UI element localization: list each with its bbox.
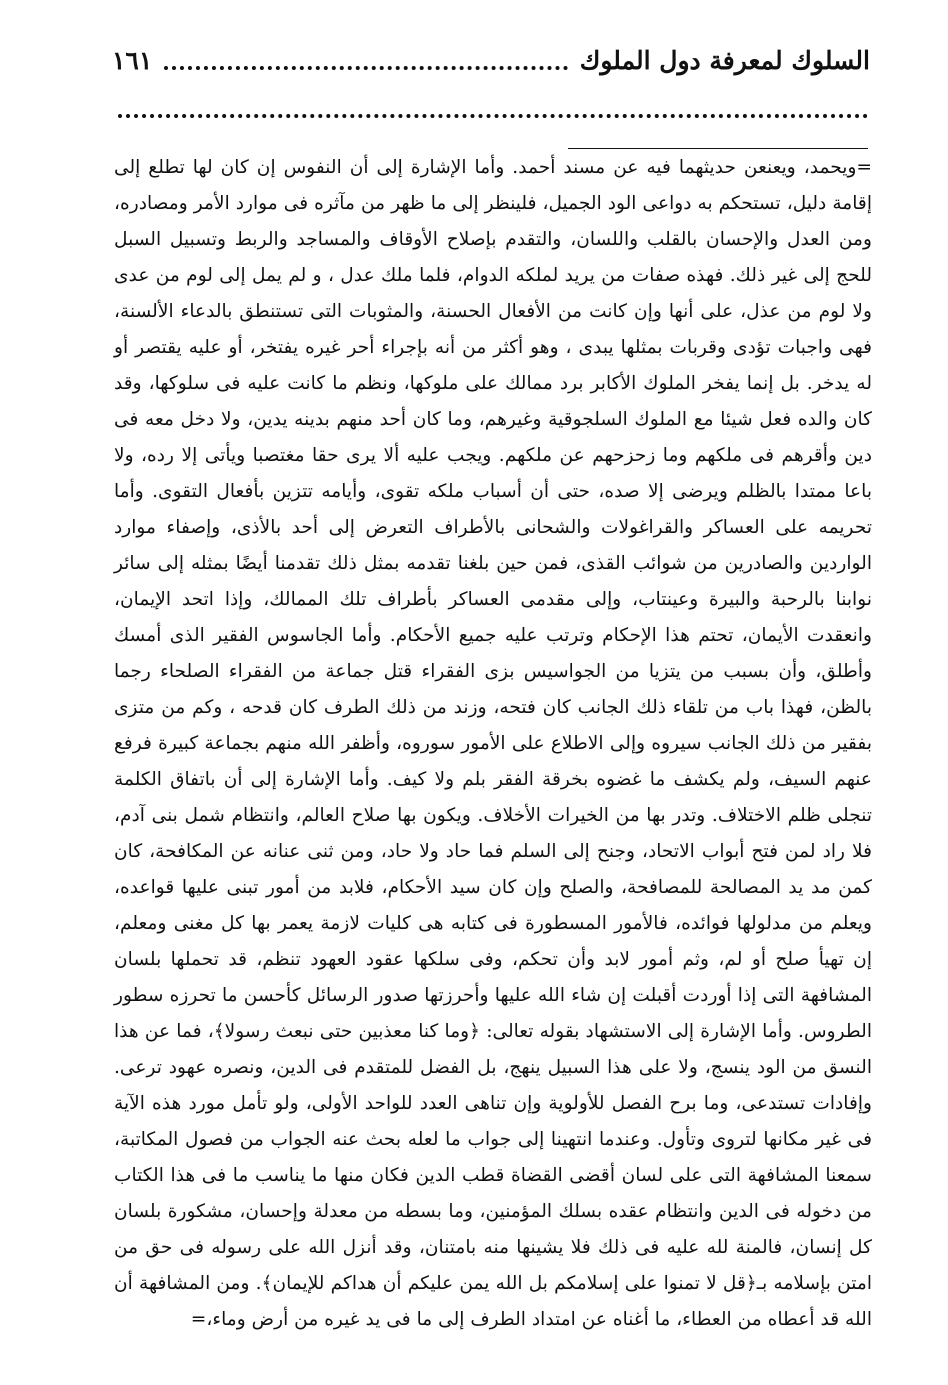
footnote-paragraph: =ويحمد، ويعنعن حديثهما فيه عن مسند أحمد. وأما الإشارة إلى أن النفوس إن كان لها تطلع إلى إقامة دليل، تستحكم به دواعى الود الجميل، فلينظر إلى ما ظهر من مآثره فى موارد الأمر ومصادره، ومن العدل والإحسان بالقلب واللسان، والتقدم بإصلاح الأوقاف والمساجد والربط وتسبيل السبل للحج إلى غير ذلك. فهذه صفات من يريد لملكه الدوام، فلما ملك عدل ، و لم يمل إلى لوم من عدى ولا لوم من عذل، على أنها وإن كانت من الأفعال الحسنة، والمثوبات التى تستنطق بالدعاء الألسنة، فهى واجبات تؤدى وقربات بمثلها يبدى ، وهو أكثر من أنه بإجراء أحر غيره يفتخر، أو عليه يقتصر أو له يدخر. بل إنما يفخر الملوك الأكابر برد ممالك على ملوكها، ونظم ما كانت عليه فى سلوكها، وقد كان والده فعل شيئا مع الملوك السلجوقية وغيرهم، وما كان أحد منهم بدينه يدين، ولا دخل معه فى دين وأقرهم فى ملكهم وما زحزحهم عن ملكهم. ويجب عليه ألا يرى حقا مغتصبا ويأتى إلا رده، ولا باعا ممتدا بالظلم ويرضى إلا صده، حتى أن أسباب ملكه تقوى، وأيامه تتزين بأفعال التقوى. وأما تحريمه على العساكر والقراغولات والشحانى بالأطراف التعرض إلى أحد بالأذى، وإصفاء موارد الواردين والصادرين من شوائب القذى، فمن حين بلغنا تقدمه بمثل ذلك تقدمنا أيضًا بمثله إلى سائر نوابنا بالرحبة والبيرة وعينتاب، وإلى مقدمى العساكر بأطراف تلك الممالك، وإذا اتحد الإيمان، وانعقدت الأيمان، تحتم هذا الإحكام وترتب عليه جميع الأحكام. وأما الجاسوس الفقير الذى أمسك وأطلق، وأن بسبب من يتزيا من الجواسيس بزى الفقراء قتل جماعة من الفقراء الصلحاء رجما بالظن، فهذا باب من تلقاء ذلك الجانب كان فتحه، وزند من ذلك الطرف كان قدحه ، وكم من متزى بفقير من ذلك الجانب سيروه وإلى الاطلاع على الأمور سوروه، وأظفر الله منهم بجماعة كبيرة فرفع عنهم السيف، ولم يكشف ما غضوه بخرقة الفقر بلم ولا كيف. وأما الإشارة إلى أن باتفاق الكلمة تنجلى ظلم الاختلاف. وتدر بها من الخيرات الأخلاف. ويكون بها صلاح العالم، وانتظام شمل بنى آدم، فلا راد لمن فتح أبواب الاتحاد، وجنح إلى السلم فما حاد ولا حاد، ومن ثنى عنانه عن المكافحة، كان كمن مد يد المصالحة للمصافحة، والصلح وإن كان سيد الأحكام، فلابد من أمور تبنى عليها قواعده، ويعلم من مدلولها فوائده، فالأمور المسطورة فى كتابه هى كليات لازمة يعمر بها كل مغنى ومعلم، إن تهيأ صلح أو لم، وثم أمور لابد وأن تحكم، وفى سلكها عقود العهود تنظم، قد تحملها بلسان المشافهة التى إذا أوردت أقبلت إن شاء الله عليها وأحرزتها صدور الرسائل كأحسن ما تحرزه سطور الطروس. وأما الإشارة إلى الاستشهاد بقوله تعالى: ﴿وما كنا معذبين حتى نبعث رسولا﴾، فما عن هذا النسق من الود ينسج، ولا على هذا السبيل ينهج، بل الفضل للمتقدم فى الدين، ونصره عهود ترعى. وإفادات تستدعى، وما برح الفصل للأولوية وإن تناهى العدد للواحد الأولى، ولو تأمل مورد هذه الآية فى غير مكانها لتروى وتأول. وعندما انتهينا إلى جواب ما لعله بحث عنه الجواب من فصول المكاتبة، سمعنا المشافهة التى على لسان أقضى القضاة قطب الدين فكان منها ما يناسب ما فى هذا الكتاب من دخوله فى الدين وانتظام عقده بسلك المؤمنين، وما بسطه من معدلة وإحسان، مشكورة بلسان كل إنسان، فالمنة لله عليه فى ذلك فلا يشينها منه بامتنان، وقد أنزل الله على رسوله فى حق من امتن بإسلامه بـ﴿قل لا تمنوا على إسلامكم بل الله يمن عليكم أن هداكم للإيمان﴾. ومن المشافهة أن الله قد أعطاه من العطاء، ما أغناه عن امتداد الطرف إلى ما فى يد غيره من أرض وماء،=: [114, 157, 872, 1330]
footnote-text: [114, 150, 872, 1338]
page-number: ١٦١: [112, 45, 153, 75]
footnote-rule: [568, 148, 868, 149]
header-dot-leader: [164, 46, 567, 70]
dotted-separator: [118, 114, 868, 126]
running-title: السلوك لمعرفة دول الملوك: [579, 45, 870, 75]
page-header: [112, 38, 870, 82]
